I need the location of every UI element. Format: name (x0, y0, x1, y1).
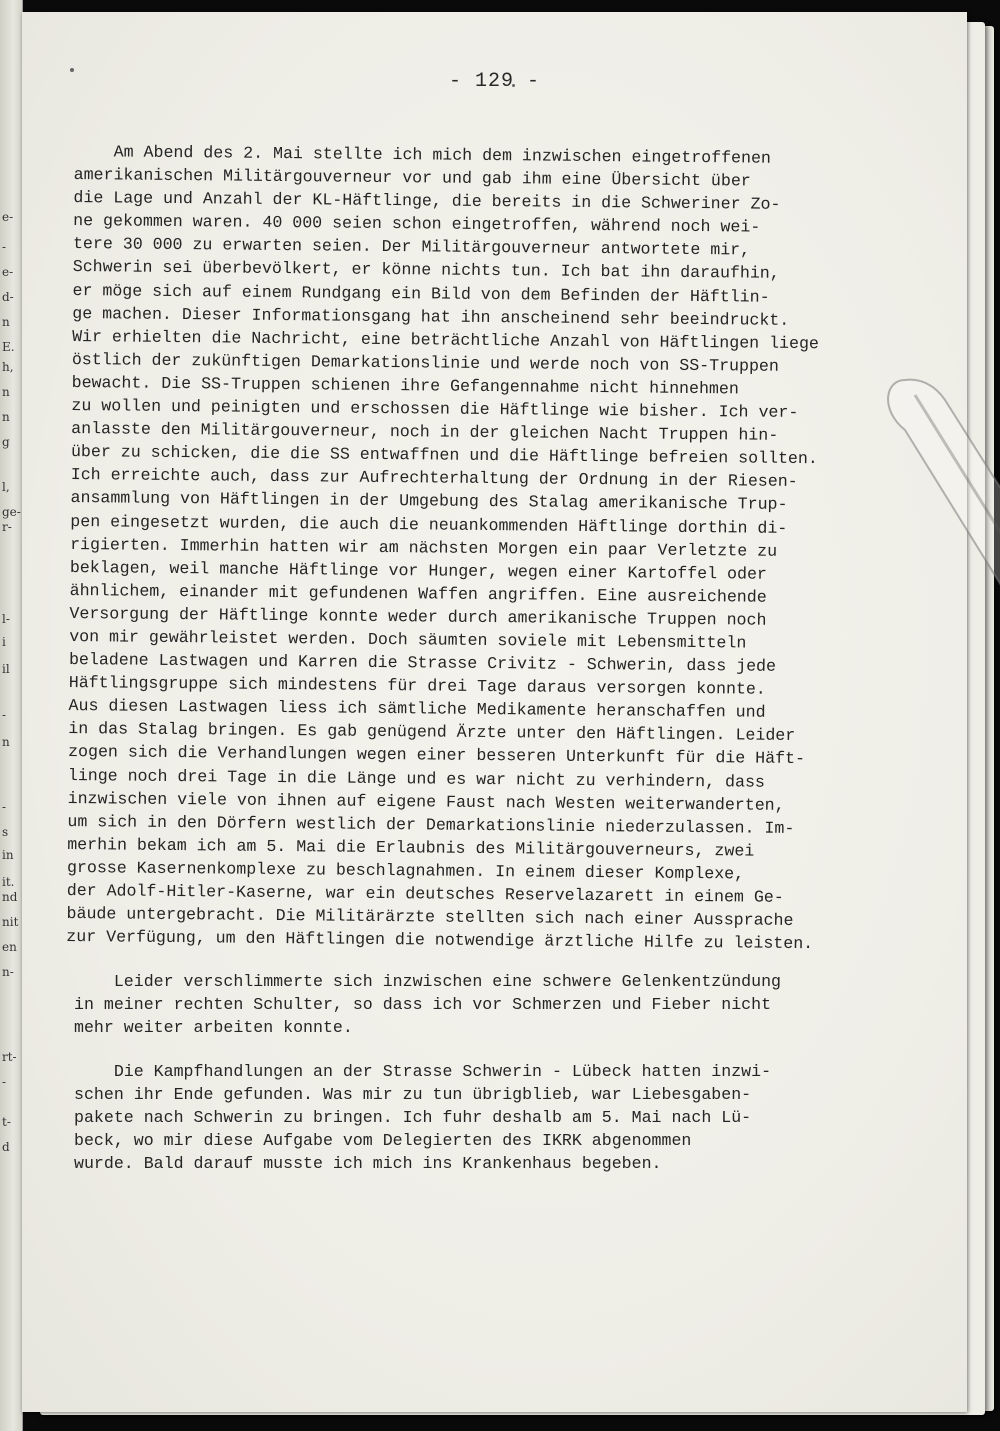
left-page-fragment: ge- (2, 505, 21, 519)
text-line: beladene Lastwagen und Karren die Strasse Crivitz - Schwerin, dass jede (68, 650, 777, 676)
text-line: zur Verfügung, um den Häftlingen die notwendige ärztliche Hilfe zu leisten. (66, 927, 814, 954)
left-page-fragment: n- (2, 965, 14, 979)
left-page-fragment: n (2, 315, 10, 329)
text-line: Am Abend des 2. Mai stellte ich mich dem inzwischen eingetroffenen (73, 141, 772, 168)
text-line: beklagen, weil manche Häftlinge vor Hunger, wegen einer Kartoffel oder (69, 557, 768, 584)
paragraph-illness (74, 970, 894, 1039)
text-line: Die Kampfhandlungen an der Strasse Schwerin - Lübeck hatten inzwi- (74, 1062, 772, 1081)
left-page-fragment: nd (2, 890, 18, 904)
left-page-fragment: nit (2, 915, 19, 929)
left-page-fragment: e- (2, 265, 14, 279)
left-page-fragment: d- (2, 290, 14, 304)
text-line: der Adolf-Hitler-Kaserne, war ein deutsches Reservelazarett in einem Ge- (66, 880, 784, 907)
paragraph-main (66, 140, 894, 956)
text-line: von mir gewährleistet werden. Doch säumten soviele mit Lebensmitteln (69, 626, 747, 653)
text-line: bäude untergebracht. Die Militärärzte stellten sich nach einer Aussprache (66, 904, 794, 931)
text-line: Schwerin sei überbevölkert, er könne nichts tun. Ich bat ihn daraufhin, (72, 257, 780, 284)
text-line: pakete nach Schwerin zu bringen. Ich fuhr deshalb am 5. Mai nach Lü- (74, 1108, 752, 1128)
text-line: linge noch drei Tage in die Länge und es war nicht zu verhindern, dass (67, 765, 766, 792)
left-page-fragment: - (2, 240, 7, 254)
text-line: ge machen. Dieser Informationsgang hat ihn anscheinend sehr beeindruckt. (72, 303, 790, 330)
text-line: Häftlingsgruppe sich mindestens für drei Tage daraus versorgen konnte. (68, 673, 766, 699)
text-line: mehr weiter arbeiten konnte. (74, 1018, 353, 1038)
left-page-fragment: it. (2, 875, 15, 889)
text-line: inzwischen viele von ihnen auf eigene Faust nach Westen weiterwanderten, (67, 788, 785, 815)
text-line: zu wollen und peinigten und erschossen die Häftlinge wie bisher. Ich ver- (71, 396, 799, 422)
text-line: Versorgung der Häftlinge konnte weder durch amerikanische Truppen noch (69, 603, 767, 630)
text-line: in das Stalag bringen. Es gab genügend Ärzte unter den Häftlingen. Leider (68, 719, 796, 746)
left-page-fragment: h, (2, 360, 14, 374)
left-page-fragment: s (2, 825, 9, 839)
text-line: er möge sich auf einem Rundgang ein Bild von dem Befinden der Häftlin- (72, 280, 770, 307)
left-page-fragment: en (2, 940, 17, 954)
text-line: rigierten. Immerhin hatten wir am nächsten Morgen ein paar Verletzte zu (70, 534, 778, 561)
left-page-fragment: - (2, 1075, 7, 1089)
text-line: merhin bekam ich am 5. Mai die Erlaubnis des Militärgouverneurs, zwei (67, 834, 755, 861)
left-page-fragment: - (2, 708, 7, 722)
adjacent-left-page-edge (0, 0, 23, 1431)
text-line: tere 30 000 zu erwarten seien. Der Militärgouverneur antwortete mir, (72, 234, 751, 260)
left-page-fragment: e- (2, 210, 14, 224)
left-page-fragment: n (2, 735, 10, 749)
left-page-fragment: r- (2, 520, 12, 534)
text-line: beck, wo mir diese Aufgabe vom Delegierten des IKRK abgenommen (74, 1131, 692, 1151)
text-line: in meiner rechten Schulter, so dass ich vor Schmerzen und Fieber nicht (74, 995, 772, 1015)
left-page-fragment: il (2, 662, 10, 676)
left-page-fragment: n (2, 385, 10, 399)
left-page-fragment: - (2, 800, 7, 814)
text-line: ähnlichem, einander mit gefundenen Waffen angriffen. Eine ausreichende (69, 580, 767, 607)
text-line: ne gekommen waren. 40 000 seien schon eingetroffen, während noch wei- (73, 211, 761, 237)
left-page-fragment: i (2, 635, 6, 649)
left-page-fragment: g (2, 435, 10, 449)
text-line: Aus diesen Lastwagen liess ich sämtliche Medikamente heranschaffen und (68, 696, 766, 722)
paragraph-luebeck (74, 1060, 894, 1175)
text-line: amerikanischen Militärgouverneur vor und gab ihm eine Übersicht über (73, 165, 751, 191)
left-page-fragment: t- (2, 1115, 11, 1129)
left-page-fragment: n (2, 410, 10, 424)
page-number: - 129 - (448, 70, 540, 93)
text-line: Ich erreichte auch, dass zur Aufrechterhaltung der Ordnung in der Riesen- (70, 465, 798, 492)
text-line: östlich der zukünftigen Demarkationslinie und werde noch von SS-Truppen (71, 349, 779, 376)
text-line: über zu schicken, die die SS entwaffnen und die Häftlinge befreien sollten. (70, 442, 818, 469)
left-page-fragment: rt- (2, 1050, 17, 1064)
text-line: anlasste den Militärgouverneur, noch in der gleichen Nacht Truppen hin- (71, 419, 779, 445)
left-page-fragment: l, (2, 480, 10, 494)
left-page-fragment: d (2, 1140, 10, 1154)
text-line: Wir erhielten die Nachricht, eine beträchtliche Anzahl von Häftlingen liege (72, 326, 820, 353)
text-line: bewacht. Die SS-Truppen schienen ihre Gefangennahme nicht hinnehmen (71, 372, 739, 399)
left-page-fragment: in (2, 848, 14, 862)
text-line: zogen sich die Verhandlungen wegen einer besseren Unterkunft für die Häft- (68, 742, 806, 769)
text-line: pen eingesetzt wurden, die auch die neuankommenden Häftlinge dorthin di- (70, 511, 788, 538)
document-page (22, 12, 967, 1412)
left-page-fragment: E. (2, 340, 15, 354)
text-line: die Lage und Anzahl der KL-Häftlinge, die bereits in die Schweriner Zo- (73, 188, 781, 214)
text-line: schen ihr Ende gefunden. Was mir zu tun übrigblieb, war Liebesgaben- (74, 1085, 752, 1105)
text-line: ansammlung von Häftlingen in der Umgebung des Stalag amerikanische Trup- (70, 488, 788, 515)
left-page-fragment: l- (2, 612, 10, 626)
text-line: wurde. Bald darauf musste ich mich ins Krankenhaus begeben. (74, 1154, 662, 1174)
text-line: grosse Kasernenkomplexe zu beschlagnahmen. In einem dieser Komplexe, (66, 857, 745, 884)
text-line: Leider verschlimmerte sich inzwischen eine schwere Gelenkentzündung (74, 972, 782, 991)
text-line: um sich in den Dörfern westlich der Demarkationslinie niederzulassen. Im- (67, 811, 795, 838)
